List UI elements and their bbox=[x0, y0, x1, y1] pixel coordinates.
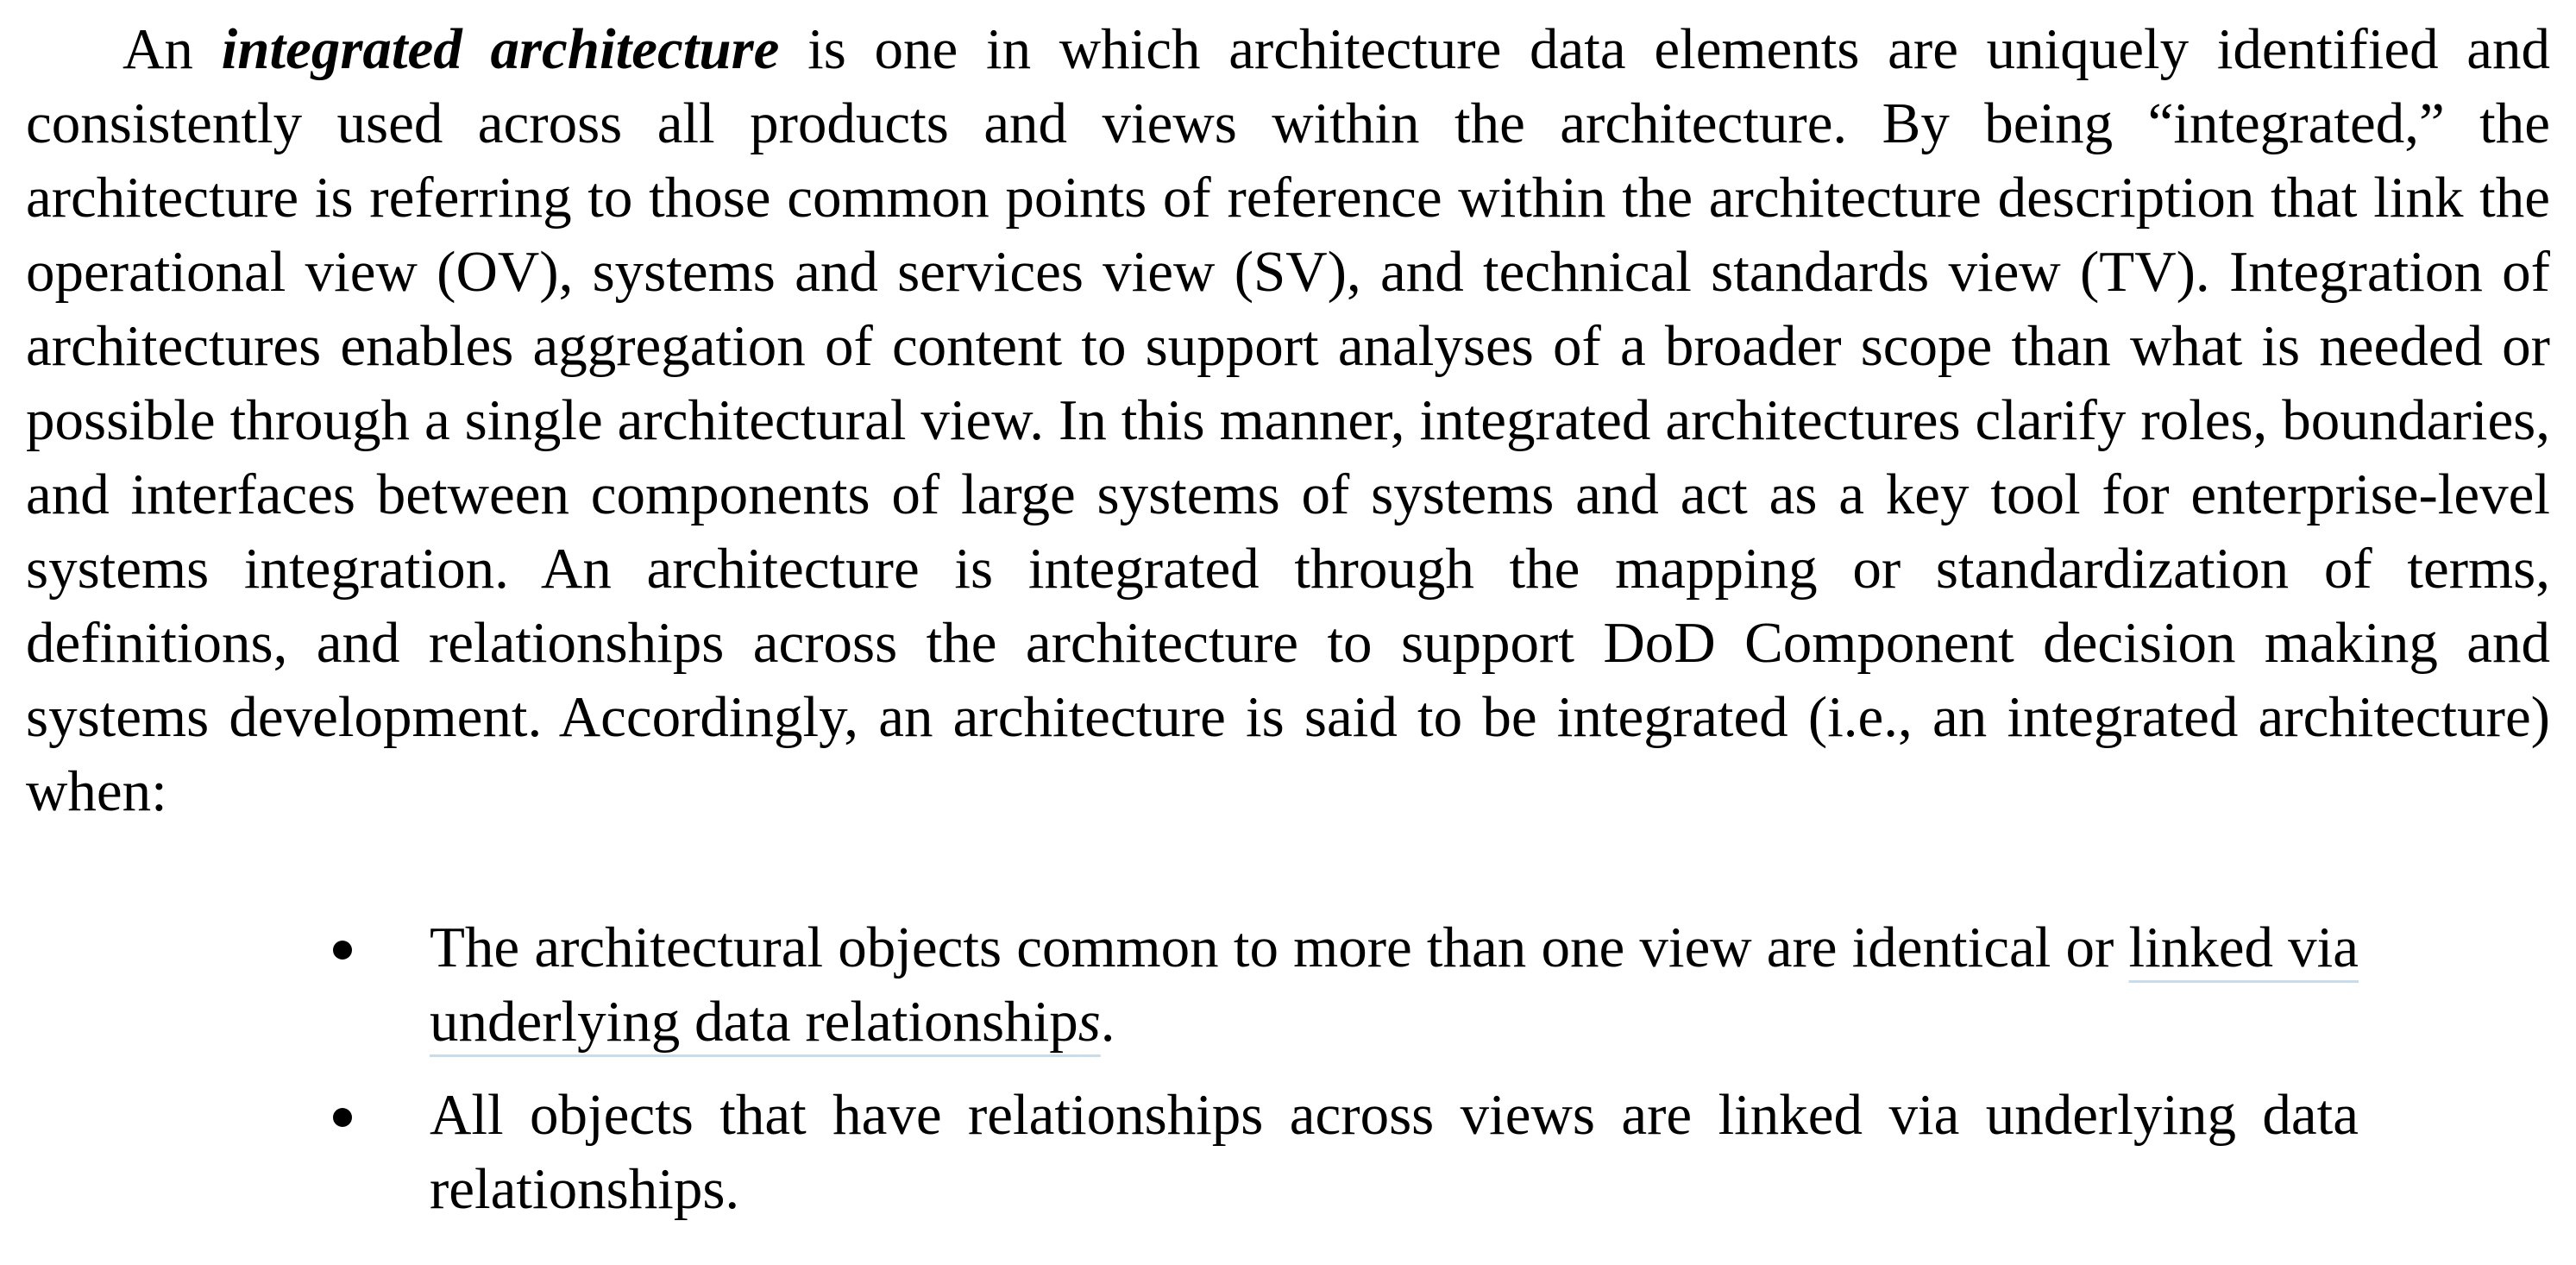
linked-text-main: linked via underlying data relationship bbox=[430, 916, 2359, 1054]
document-page bbox=[26, 12, 2550, 828]
list-item bbox=[316, 1078, 2359, 1226]
bullet-icon bbox=[333, 941, 352, 960]
definition-paragraph bbox=[26, 12, 2550, 828]
paragraph-body: is one in which architecture data elements are uniquely identified and consistently used across all products and views within the architecture. By being “integrated,” the architecture is referring to those common points of reference within the architecture description that link the operational view (OV), systems and services view (SV), and technical standards view (TV). Integration of architectures enables aggregation of content to support analyses of a broader scope than what is needed or possible through a single architectural view. In this manner, integrated architectures clarify roles, boundaries, and interfaces between components of large systems of systems and act as a key tool for enterprise-level systems integration. An architecture is integrated through the mapping or standardization of terms, definitions, and relationships across the architecture to support DoD Component decision making and systems development. Accordingly, an architecture is said to be integrated (i.e., an integrated architecture) when: bbox=[26, 17, 2551, 823]
linked-text-italic-s: s bbox=[1078, 990, 1101, 1054]
list-item-text: The architectural objects common to more than one view are identical or bbox=[430, 916, 2114, 979]
defined-term: integrated architecture bbox=[221, 17, 780, 81]
list-item-period: . bbox=[1100, 990, 1115, 1054]
criteria-list bbox=[316, 910, 2359, 1226]
paragraph-lead: An bbox=[123, 17, 193, 81]
bullet-icon bbox=[333, 1108, 352, 1127]
list-item-text: All objects that have relationships across views are linked via underlying data relationships. bbox=[430, 1083, 2359, 1221]
list-item bbox=[316, 910, 2359, 1059]
